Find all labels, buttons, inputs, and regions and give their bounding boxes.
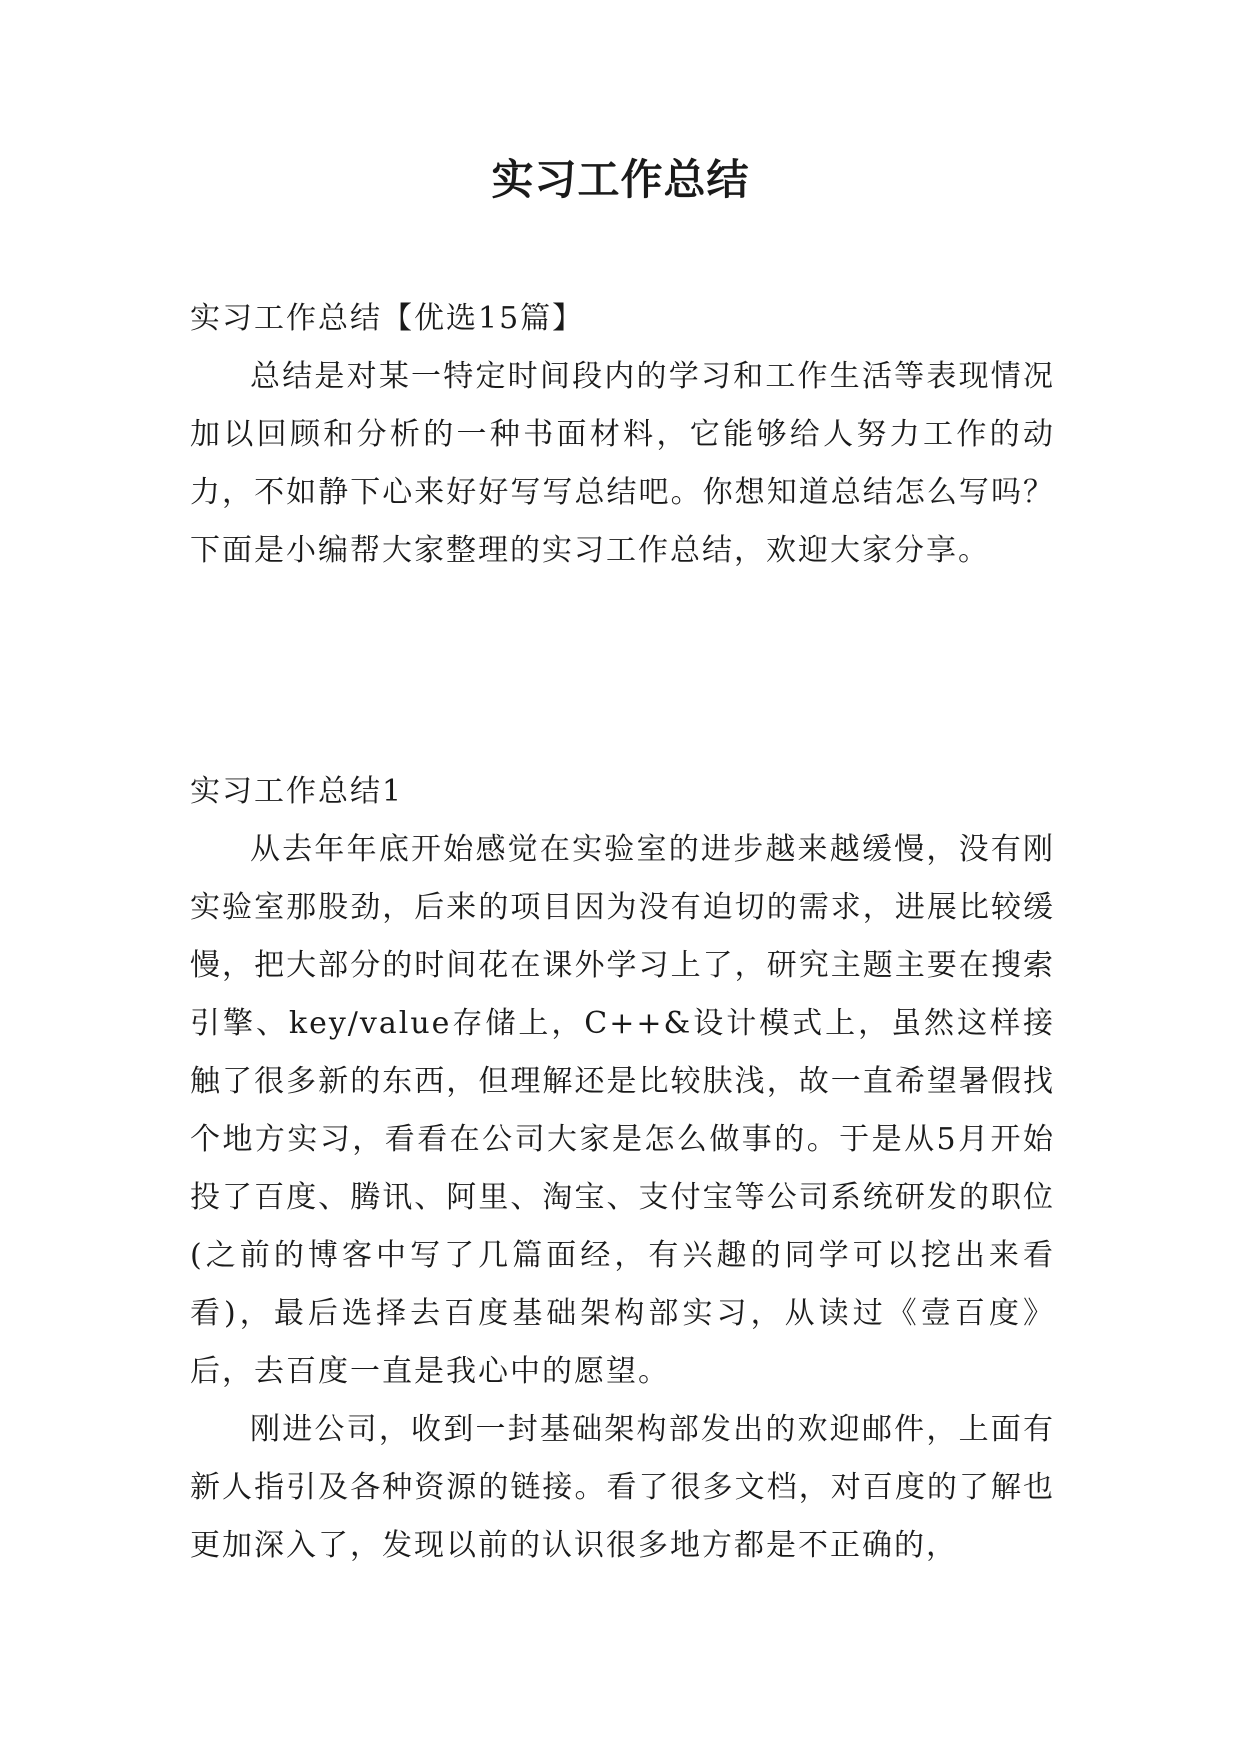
- intro-paragraph: 总结是对某一特定时间段内的学习和工作生活等表现情况加以回顾和分析的一种书面材料，它能够给人努力工作的动力，不如静下心来好好写写总结吧。你想知道总结怎么写吗？下面是小编帮大家整理的实习工作总结，欢迎大家分享。: [190, 359, 1055, 568]
- section-heading: 实习工作总结1: [190, 774, 404, 809]
- intro-block: [190, 290, 1055, 580]
- document-title: 实习工作总结: [491, 155, 750, 204]
- section-paragraph: 刚进公司，收到一封基础架构部发出的欢迎邮件，上面有新人指引及各种资源的链接。看了很多文档，对百度的了解也更加深入了，发现以前的认识很多地方都是不正确的，: [190, 1412, 1055, 1563]
- document-subtitle: 实习工作总结【优选15篇】: [190, 301, 585, 336]
- section-1: [190, 763, 1055, 1575]
- section-paragraph: 从去年年底开始感觉在实验室的进步越来越缓慢，没有刚实验室那股劲，后来的项目因为没有迫切的需求，进展比较缓慢，把大部分的时间花在课外学习上了，研究主题主要在搜索引擎、key/value存储上，C++&设计模式上，虽然这样接触了很多新的东西，但理解还是比较肤浅，故一直希望暑假找个地方实习，看看在公司大家是怎么做事的。于是从5月开始投了百度、腾讯、阿里、淘宝、支付宝等公司系统研发的职位(之前的博客中写了几篇面经，有兴趣的同学可以挖出来看看)，最后选择去百度基础架构部实习，从读过《壹百度》后，去百度一直是我心中的愿望。: [190, 832, 1055, 1389]
